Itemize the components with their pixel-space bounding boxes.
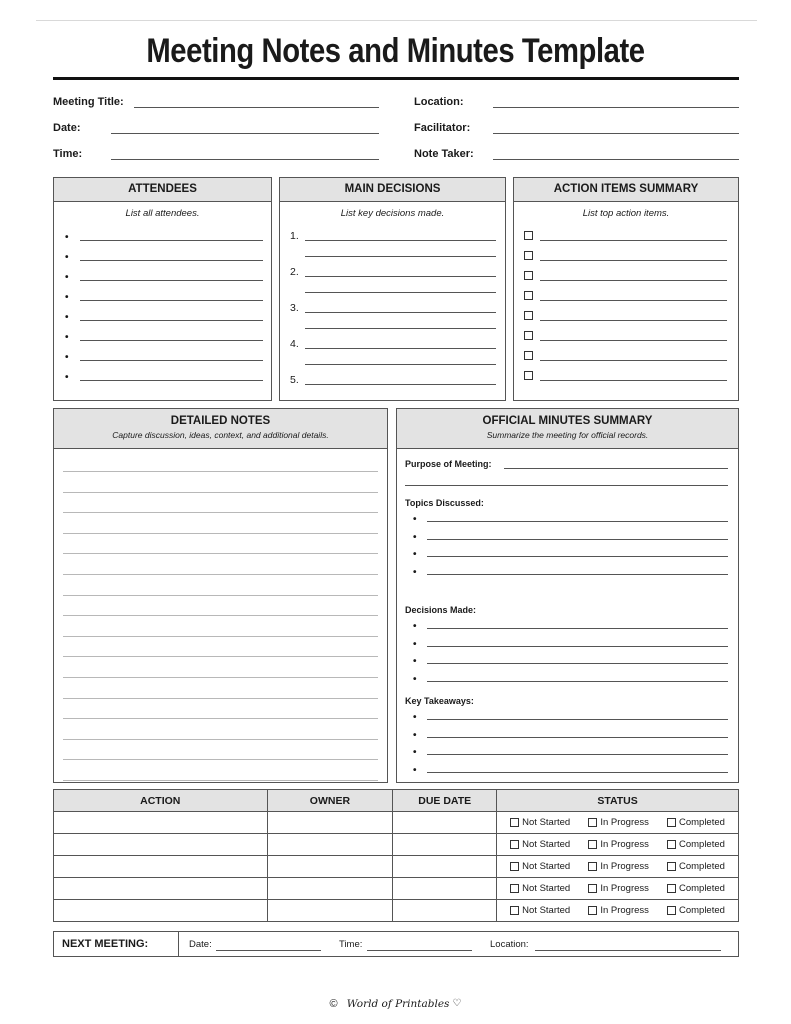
status-option-label: Not Started <box>522 861 571 872</box>
bullet-icon: • <box>413 549 417 560</box>
bullet-icon: • <box>413 514 417 525</box>
status-option-label: In Progress <box>600 839 649 850</box>
attendee-line[interactable] <box>80 280 263 281</box>
status-option-label: Completed <box>678 817 725 828</box>
status-option-label: Not Started <box>522 905 571 916</box>
meeting-title-field[interactable] <box>134 107 379 108</box>
decision-line[interactable] <box>305 348 496 349</box>
owner-cell[interactable] <box>267 878 393 900</box>
main-decisions-title: MAIN DECISIONS <box>280 178 505 202</box>
status-options <box>497 878 738 899</box>
table-row <box>54 834 739 856</box>
status-checkbox[interactable] <box>510 884 519 893</box>
attendee-line[interactable] <box>80 340 263 341</box>
status-option-label: Completed <box>678 839 725 850</box>
official-minutes-title: OFFICIAL MINUTES SUMMARY <box>482 415 653 427</box>
status-cell <box>497 812 739 834</box>
bullet-icon: • <box>413 729 417 741</box>
status-option-label: In Progress <box>600 905 649 916</box>
status-option[interactable] <box>667 905 725 916</box>
detailed-notes-panel <box>53 408 388 783</box>
status-option-label: Completed <box>678 861 725 872</box>
decision-line[interactable] <box>305 292 496 293</box>
status-checkbox[interactable] <box>588 884 597 893</box>
heart-icon: ♡ <box>452 998 462 1009</box>
status-checkbox[interactable] <box>667 818 676 827</box>
detailed-notes-subtitle: Capture discussion, ideas, context, and additional details. <box>112 430 329 440</box>
bullet-icon: • <box>413 621 417 632</box>
bullet-icon: • <box>65 332 69 343</box>
status-option[interactable] <box>510 839 570 850</box>
next-meeting-label: NEXT MEETING: <box>54 932 179 956</box>
copyright-icon: © <box>329 998 338 1010</box>
minutes-line[interactable] <box>427 719 728 720</box>
checkbox[interactable] <box>524 351 533 360</box>
status-option-label: Not Started <box>522 883 571 894</box>
status-option[interactable] <box>588 861 649 872</box>
status-option[interactable] <box>510 817 570 828</box>
owner-cell[interactable] <box>267 900 393 922</box>
date-label: Date: <box>53 122 81 134</box>
checkbox[interactable] <box>524 311 533 320</box>
status-cell <box>497 856 739 878</box>
status-option-label: In Progress <box>600 817 649 828</box>
brand-name: World of Printables <box>346 998 450 1010</box>
status-option-label: Not Started <box>522 839 571 850</box>
notes-line[interactable] <box>63 636 378 637</box>
bullet-icon: • <box>413 747 417 758</box>
status-checkbox[interactable] <box>510 862 519 871</box>
location-label: Location: <box>414 96 464 108</box>
top-divider <box>36 20 757 21</box>
main-decisions-subtitle: List key decisions made. <box>340 208 445 219</box>
attendee-line[interactable] <box>80 320 263 321</box>
facilitator-field[interactable] <box>493 133 739 134</box>
minutes-line[interactable] <box>427 663 728 664</box>
notes-line[interactable] <box>63 759 378 760</box>
checkbox[interactable] <box>524 331 533 340</box>
purpose-field-line-2[interactable] <box>405 485 728 486</box>
action-item-line[interactable] <box>540 280 727 281</box>
bullet-icon: • <box>413 764 417 776</box>
bullet-icon: • <box>413 673 417 685</box>
facilitator-label: Facilitator: <box>414 122 471 134</box>
status-column-header: STATUS <box>497 790 739 812</box>
action-item-line[interactable] <box>540 260 727 261</box>
decision-line[interactable] <box>305 384 496 385</box>
location-field[interactable] <box>493 107 739 108</box>
attendee-line[interactable] <box>80 380 263 381</box>
decision-line[interactable] <box>305 364 496 365</box>
status-option[interactable] <box>588 817 649 828</box>
bullet-icon: • <box>65 232 69 243</box>
minutes-line[interactable] <box>427 521 728 522</box>
status-option[interactable] <box>510 905 570 916</box>
next-date-field[interactable] <box>216 950 321 951</box>
decision-line[interactable] <box>305 312 496 313</box>
status-options <box>497 812 738 833</box>
decision-line[interactable] <box>305 276 496 277</box>
detailed-notes-title: DETAILED NOTES <box>170 415 271 427</box>
bullet-icon: • <box>65 372 69 383</box>
status-option-label: In Progress <box>600 861 649 872</box>
notes-line[interactable] <box>63 533 378 534</box>
detailed-notes-header <box>54 409 387 449</box>
status-options <box>497 834 738 855</box>
minutes-line[interactable] <box>427 772 728 773</box>
decision-number: 3. <box>290 302 299 314</box>
checkbox[interactable] <box>524 371 533 380</box>
status-checkbox[interactable] <box>667 840 676 849</box>
decision-number: 1. <box>290 230 299 242</box>
bullet-icon: • <box>65 312 69 323</box>
status-checkbox[interactable] <box>588 862 597 871</box>
decision-line[interactable] <box>305 240 496 241</box>
bullet-icon: • <box>65 252 69 263</box>
status-option[interactable] <box>667 839 725 850</box>
note-taker-label: Note Taker: <box>414 148 474 160</box>
minutes-line[interactable] <box>427 574 728 575</box>
bullet-icon: • <box>413 638 417 650</box>
table-row <box>54 812 739 834</box>
action-column-header: ACTION <box>54 790 268 812</box>
minutes-line[interactable] <box>427 628 728 629</box>
minutes-line[interactable] <box>427 646 728 647</box>
notes-line[interactable] <box>63 492 378 493</box>
notes-line[interactable] <box>63 595 378 596</box>
meeting-title-label: Meeting Title: <box>53 96 124 108</box>
owner-cell[interactable] <box>267 812 393 834</box>
attendee-line[interactable] <box>80 240 263 241</box>
due-date-cell[interactable] <box>393 900 497 922</box>
bullet-icon: • <box>65 292 69 303</box>
action-cell[interactable] <box>54 878 268 900</box>
action-items-summary-subtitle: List top action items. <box>582 208 670 219</box>
action-item-line[interactable] <box>540 240 727 241</box>
status-option[interactable] <box>510 861 570 872</box>
minutes-line[interactable] <box>427 539 728 540</box>
bullet-icon: • <box>413 656 417 667</box>
notes-line[interactable] <box>63 656 378 657</box>
action-items-summary-title: ACTION ITEMS SUMMARY <box>514 178 738 202</box>
status-checkbox[interactable] <box>588 818 597 827</box>
status-cell <box>497 900 739 922</box>
official-minutes-subtitle: Summarize the meeting for official records. <box>486 430 649 440</box>
footer <box>0 998 791 1010</box>
notes-line[interactable] <box>63 718 378 719</box>
purpose-label: Purpose of Meeting: <box>405 459 492 469</box>
owner-column-header: OWNER <box>267 790 393 812</box>
bullet-icon: • <box>413 566 417 578</box>
bullet-icon: • <box>413 531 417 543</box>
status-checkbox[interactable] <box>510 906 519 915</box>
title-underline <box>53 77 739 80</box>
status-option[interactable] <box>588 883 649 894</box>
decision-line[interactable] <box>305 256 496 257</box>
status-cell <box>497 878 739 900</box>
table-row <box>54 878 739 900</box>
action-cell[interactable] <box>54 834 268 856</box>
action-item-line[interactable] <box>540 300 727 301</box>
key-takeaways-label: Key Takeaways: <box>405 696 474 706</box>
purpose-field[interactable] <box>504 468 728 469</box>
due-date-column-header: DUE DATE <box>393 790 497 812</box>
decisions-made-label: Decisions Made: <box>405 605 477 615</box>
status-option[interactable] <box>667 883 725 894</box>
checkbox[interactable] <box>524 251 533 260</box>
status-cell <box>497 834 739 856</box>
status-option-label: In Progress <box>600 883 649 894</box>
next-location-field[interactable] <box>535 950 721 951</box>
notes-line[interactable] <box>63 698 378 699</box>
status-checkbox[interactable] <box>510 818 519 827</box>
action-table <box>53 789 739 922</box>
due-date-cell[interactable] <box>393 856 497 878</box>
official-minutes-header <box>397 409 738 449</box>
status-option[interactable] <box>667 861 725 872</box>
decision-number: 4. <box>290 338 299 350</box>
decision-line[interactable] <box>305 400 496 401</box>
next-time-field[interactable] <box>367 950 472 951</box>
status-option-label: Completed <box>678 883 725 894</box>
status-options <box>497 856 738 877</box>
action-item-line[interactable] <box>540 340 727 341</box>
attendees-subtitle: List all attendees. <box>125 208 200 219</box>
bullet-icon: • <box>65 352 69 363</box>
notes-line[interactable] <box>63 780 378 781</box>
notes-line[interactable] <box>63 512 378 513</box>
bullet-icon: • <box>413 712 417 723</box>
status-checkbox[interactable] <box>667 884 676 893</box>
status-checkbox[interactable] <box>667 862 676 871</box>
status-checkbox[interactable] <box>588 840 597 849</box>
status-option[interactable] <box>588 905 649 916</box>
time-label: Time: <box>53 148 83 160</box>
notes-line[interactable] <box>63 677 378 678</box>
decision-number: 5. <box>290 374 299 386</box>
owner-cell[interactable] <box>267 834 393 856</box>
notes-line[interactable] <box>63 471 378 472</box>
action-cell[interactable] <box>54 856 268 878</box>
notes-line[interactable] <box>63 615 378 616</box>
attendee-line[interactable] <box>80 360 263 361</box>
decision-line[interactable] <box>305 328 496 329</box>
date-field[interactable] <box>111 133 379 134</box>
table-row <box>54 900 739 922</box>
table-row <box>54 856 739 878</box>
action-item-line[interactable] <box>540 380 727 381</box>
minutes-line[interactable] <box>427 754 728 755</box>
notes-line[interactable] <box>63 739 378 740</box>
due-date-cell[interactable] <box>393 878 497 900</box>
status-option[interactable] <box>588 839 649 850</box>
decision-number: 2. <box>290 266 299 278</box>
notes-line[interactable] <box>63 574 378 575</box>
minutes-line[interactable] <box>427 556 728 557</box>
official-minutes-panel <box>396 408 739 783</box>
action-item-line[interactable] <box>540 320 727 321</box>
attendees-panel <box>53 177 272 401</box>
attendee-line[interactable] <box>80 260 263 261</box>
topics-label: Topics Discussed: <box>405 498 484 508</box>
next-meeting-bar <box>53 931 739 957</box>
status-checkbox[interactable] <box>510 840 519 849</box>
owner-cell[interactable] <box>267 856 393 878</box>
status-options <box>497 900 738 921</box>
main-decisions-panel <box>279 177 506 401</box>
action-cell[interactable] <box>54 812 268 834</box>
note-taker-field[interactable] <box>493 159 739 160</box>
due-date-cell[interactable] <box>393 834 497 856</box>
next-time-label: Time: <box>339 939 363 950</box>
attendee-line[interactable] <box>80 300 263 301</box>
status-option[interactable] <box>510 883 570 894</box>
action-item-line[interactable] <box>540 360 727 361</box>
next-date-label: Date: <box>189 939 212 950</box>
attendees-title: ATTENDEES <box>54 178 271 202</box>
status-option-label: Completed <box>678 905 725 916</box>
bullet-icon: • <box>65 272 69 283</box>
next-location-label: Location: <box>490 939 529 950</box>
action-items-summary-panel <box>513 177 739 401</box>
status-checkbox[interactable] <box>667 906 676 915</box>
action-cell[interactable] <box>54 900 268 922</box>
checkbox[interactable] <box>524 231 533 240</box>
checkbox[interactable] <box>524 291 533 300</box>
status-checkbox[interactable] <box>588 906 597 915</box>
status-option-label: Not Started <box>522 817 571 828</box>
time-field[interactable] <box>111 159 379 160</box>
notes-line[interactable] <box>63 553 378 554</box>
status-option[interactable] <box>667 817 725 828</box>
minutes-line[interactable] <box>427 737 728 738</box>
due-date-cell[interactable] <box>393 812 497 834</box>
checkbox[interactable] <box>524 271 533 280</box>
minutes-line[interactable] <box>427 681 728 682</box>
page-title: Meeting Notes and Minutes Template <box>146 32 645 70</box>
